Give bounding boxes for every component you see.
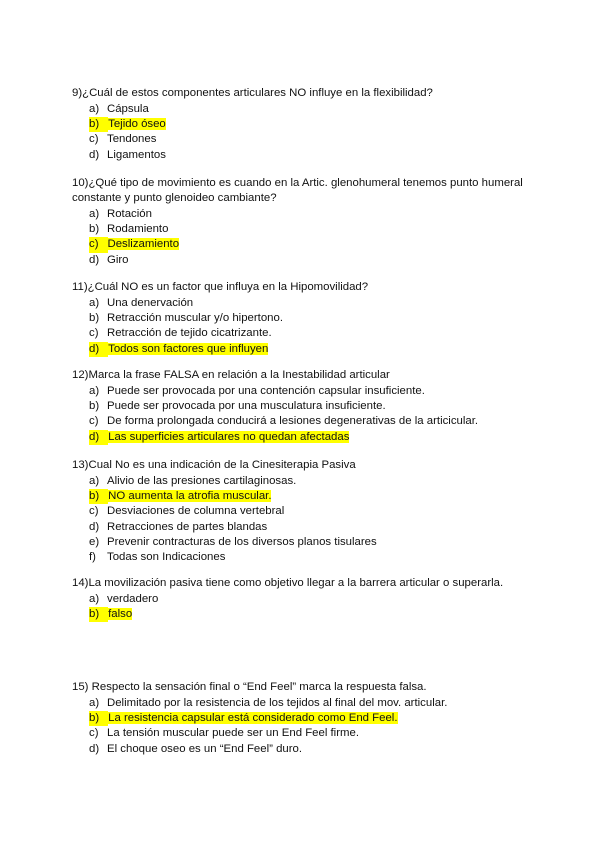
option-a: a) Rotación [89,208,152,220]
option-b-highlighted: b) Tejido óseo [72,117,532,132]
option-c: c) La tensión muscular puede ser un End Feel firme. [89,727,359,740]
question-text: 13)Cual No es una indicación de la Cinesiterapia Pasiva [72,459,356,471]
option-list [72,207,532,268]
option-c-highlighted: c) Deslizamiento [72,237,532,252]
question-text: 14)La movilización pasiva tiene como objetivo llegar a la barrera articular o superarla. [72,577,504,589]
question-text: 15) Respecto la sensación final o “End Feel” marca la respuesta falsa. [72,681,427,693]
option-d: d) Retracciones de partes blandas [89,520,268,533]
option-a: a) Delimitado por la resistencia de los tejidos al final del mov. articular. [89,697,448,709]
question-9 [72,86,532,163]
option-b-highlighted: b) NO aumenta la atrofia muscular. [72,489,532,504]
option-d: d) Ligamentos [89,148,166,161]
question-text: 12)Marca la frase FALSA en relación a la Inestabilidad articular [72,369,390,381]
option-list [72,696,532,757]
question-14 [72,576,532,622]
question-text: 11)¿Cuál NO es un factor que influya en la Hipomovilidad? [72,281,369,293]
option-list [72,592,532,622]
question-10 [72,176,532,268]
option-list [72,296,532,357]
question-text: 9)¿Cuál de estos componentes articulares NO influye en la flexibilidad? [72,87,433,99]
option-c: c) Retracción de tejido cicatrizante. [89,327,272,340]
question-12 [72,368,532,445]
option-d: d) Giro [89,253,129,266]
option-b-highlighted: b) La resistencia capsular está considerado como End Feel. [72,711,532,726]
option-a: a) Cápsula [89,103,149,115]
option-e: e) Prevenir contracturas de los diversos planos tisulares [89,535,377,548]
option-b-highlighted: b) falso [72,607,532,622]
option-b: b) Puede ser provocada por una musculatura insuficiente. [89,400,386,413]
option-c: c) De forma prolongada conducirá a lesiones degenerativas de la articicular. [89,415,479,428]
option-d: d) El choque oseo es un “End Feel” duro. [89,742,303,755]
option-b: b) Retracción muscular y/o hipertono. [89,312,284,325]
question-text: 10)¿Qué tipo de movimiento es cuando en la Artic. glenohumeral tenemos punto humeral constante y punto glenoideo cambiante? [72,177,523,204]
option-f: f) Todas son Indicaciones [89,551,226,564]
option-a: a) Puede ser provocada por una contención capsular insuficiente. [89,385,425,397]
question-13 [72,458,532,565]
option-b: b) Rodamiento [89,223,169,236]
option-c: c) Tendones [89,133,157,146]
option-list [72,474,532,565]
option-a: a) Una denervación [89,297,194,309]
option-d-highlighted: d) Todos son factores que influyen [72,342,532,357]
option-list [72,102,532,163]
option-a: a) Alivio de las presiones cartilaginosas. [89,475,297,487]
option-d-highlighted: d) Las superficies articulares no quedan afectadas [72,430,532,445]
option-list [72,384,532,445]
question-11 [72,280,532,357]
question-15 [72,680,532,757]
option-c: c) Desviaciones de columna vertebral [89,505,285,518]
option-a: a) verdadero [89,593,159,605]
